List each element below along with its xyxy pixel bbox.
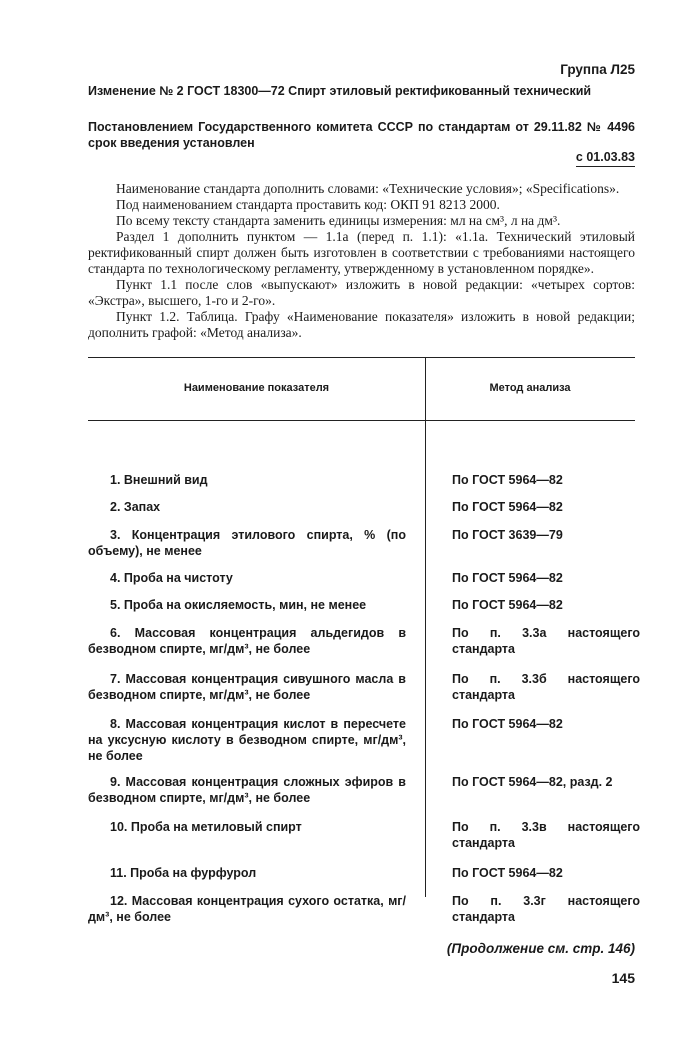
method-cell: По п. 3.3б настоящего стандарта (452, 672, 640, 702)
indicator-cell: 6. Массовая концентрация альдегидов в безводном спирте, мг/дм³, не более (88, 626, 406, 656)
indicator-cell: 9. Массовая концентрация сложных эфиров в безводном спирте, мг/дм³, не более (88, 775, 406, 805)
table-header-rule (88, 420, 635, 421)
method-cell: По п. 3.3в настоящего стандарта (452, 820, 640, 850)
indicator-cell: 11. Проба на фурфурол (110, 866, 257, 880)
decree-text: Постановлением Государственного комитета СССР по стандартам от 29.11.82 № 4496 срок введения установлен (88, 120, 635, 150)
method-cell: По ГОСТ 5964—82 (452, 598, 563, 612)
group-label: Группа Л25 (560, 62, 635, 77)
paragraph: По всему тексту стандарта заменить единицы измерения: мл на см³, л на дм³. (116, 213, 561, 228)
indicator-cell: 3. Концентрация этилового спирта, % (по объему), не менее (88, 528, 406, 558)
method-cell: По п. 3.3г настоящего стандарта (452, 894, 640, 924)
method-cell: По ГОСТ 5964—82, разд. 2 (452, 775, 613, 789)
paragraph: Пункт 1.1 после слов «выпускают» изложить в новой редакции: «четырех сортов: «Экстра», высшего, 1-го и 2-го». (88, 277, 635, 308)
paragraph: Пункт 1.2. Таблица. Графу «Наименование показателя» изложить в новой редакции; дополнить графой: «Метод анализа». (88, 309, 635, 340)
indicator-cell: 12. Массовая концентрация сухого остатка, мг/дм³, не более (88, 894, 406, 924)
paragraph: Раздел 1 дополнить пунктом — 1.1а (перед п. 1.1): «1.1а. Технический этиловый ректификованный спирт должен быть изготовлен в соответствии с требованиями настоящего стандарта по технологическому регламенту, утвержденному в установленном порядке». (88, 229, 635, 276)
page-number: 145 (611, 970, 635, 986)
continuation-note: (Продолжение см. стр. 146) (446, 941, 635, 956)
effective-date: с 01.03.83 (576, 150, 635, 167)
method-cell: По ГОСТ 5964—82 (452, 717, 563, 731)
method-cell: По ГОСТ 5964—82 (452, 500, 563, 514)
paragraph: Наименование стандарта дополнить словами: «Технические условия»; «Specifications». (116, 181, 620, 196)
paragraph: Под наименованием стандарта проставить код: ОКП 91 8213 2000. (116, 197, 500, 212)
indicator-cell: 1. Внешний вид (110, 473, 208, 487)
table-top-rule (88, 357, 635, 358)
column-header-method: Метод анализа (489, 382, 571, 394)
method-cell: По ГОСТ 5964—82 (452, 473, 563, 487)
method-cell: По ГОСТ 5964—82 (452, 866, 563, 880)
indicator-cell: 2. Запах (110, 500, 161, 514)
indicator-cell: 4. Проба на чистоту (110, 571, 233, 585)
indicator-cell: 10. Проба на метиловый спирт (110, 820, 302, 834)
column-divider (425, 357, 426, 897)
method-cell: По ГОСТ 3639—79 (452, 528, 563, 542)
column-header-indicator: Наименование показателя (183, 382, 330, 394)
indicator-cell: 7. Массовая концентрация сивушного масла в безводном спирте, мг/дм³, не более (88, 672, 406, 702)
amendment-title: Изменение № 2 ГОСТ 18300—72 Спирт этиловый ректификованный технический (88, 84, 592, 98)
amendment-body (88, 181, 635, 341)
indicator-cell: 8. Массовая концентрация кислот в пересчете на уксусную кислоту в безводном спирте, мг/дм³, не более (88, 717, 406, 763)
indicator-cell: 5. Проба на окисляемость, мин, не менее (110, 598, 367, 612)
method-cell: По ГОСТ 5964—82 (452, 571, 563, 585)
method-cell: По п. 3.3а настоящего стандарта (452, 626, 640, 656)
